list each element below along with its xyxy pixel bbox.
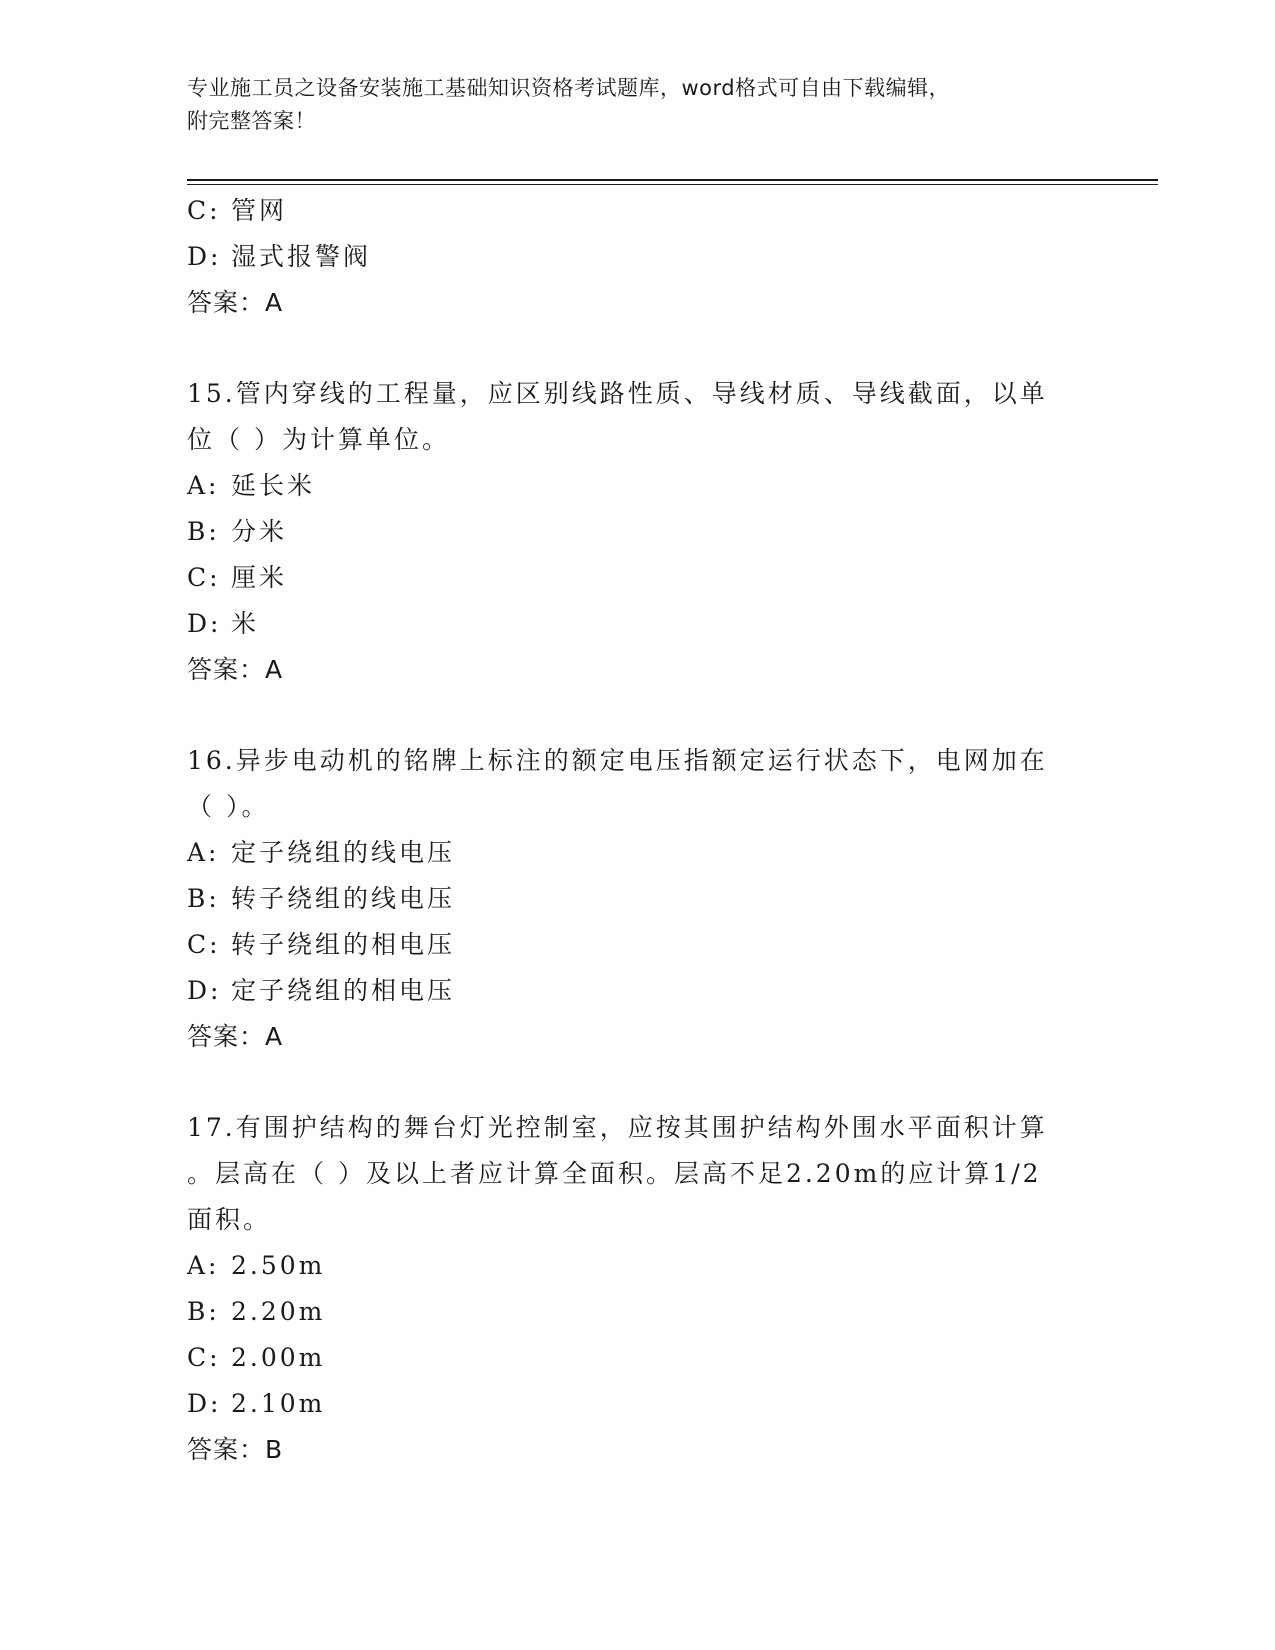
option-a: A: 2.50m: [187, 1251, 326, 1280]
question-content: [187, 188, 1087, 1473]
header-divider-thick: [187, 179, 1158, 181]
question-14-tail: [187, 188, 1087, 326]
option-c: C: 厘米: [187, 563, 288, 592]
header-line-1: 专业施工员之设备安装施工基础知识资格考试题库，word格式可自由下载编辑，: [187, 76, 951, 100]
question-stem-line: 17.有围护结构的舞台灯光控制室，应按其围护结构外围水平面积计算: [187, 1113, 1048, 1142]
question-17: [187, 1105, 1087, 1473]
option-b: B: 转子绕组的线电压: [187, 884, 456, 913]
option-c: C: 2.00m: [187, 1343, 326, 1372]
option-d: D: 定子绕组的相电压: [187, 976, 456, 1005]
option-a: A: 定子绕组的线电压: [187, 838, 456, 867]
question-stem-line: 位（ ）为计算单位。: [187, 425, 450, 454]
option-b: B: 分米: [187, 517, 288, 546]
option-a: A: 延长米: [187, 471, 316, 500]
answer: 答案：A: [187, 655, 284, 684]
option-c: C: 转子绕组的相电压: [187, 930, 456, 959]
question-15: [187, 371, 1087, 693]
answer: 答案：A: [187, 1022, 284, 1051]
option-d: D: 2.10m: [187, 1389, 326, 1418]
option-d: D: 米: [187, 609, 260, 638]
question-16: [187, 738, 1087, 1060]
question-stem-line: 面积。: [187, 1205, 272, 1234]
option-b: B: 2.20m: [187, 1297, 326, 1326]
question-stem-line: 15.管内穿线的工程量，应区别线路性质、导线材质、导线截面，以单: [187, 379, 1048, 408]
answer: 答案：B: [187, 1435, 284, 1464]
option-c: C: 管网: [187, 196, 288, 225]
question-stem-line: （ ）。: [187, 792, 270, 821]
answer: 答案：A: [187, 288, 284, 317]
document-header: [187, 72, 1067, 138]
question-stem-line: 16.异步电动机的铭牌上标注的额定电压指额定运行状态下，电网加在: [187, 746, 1048, 775]
header-divider-thin: [187, 184, 1158, 185]
option-d: D: 湿式报警阀: [187, 242, 372, 271]
question-stem-line: 。层高在（ ）及以上者应计算全面积。层高不足2.20m的应计算1/2: [187, 1159, 1042, 1188]
header-line-2: 附完整答案！: [187, 109, 316, 133]
